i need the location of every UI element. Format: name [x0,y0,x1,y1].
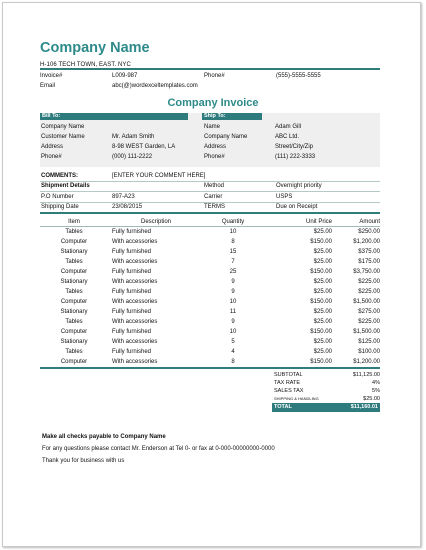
shipment-rule-1 [40,191,380,192]
cell-unit-price: $25.00 [313,279,332,285]
email-value: abc(@)wordexceltemplates.com [112,83,198,89]
cell-amount: $1,500.00 [353,329,380,335]
cell-unit-price: $25.00 [313,259,332,265]
cell-amount: $100.00 [358,349,380,355]
cell-amount: $125.00 [358,339,380,345]
table-row [40,327,380,337]
tax-rate-row [272,379,380,387]
col-item-header: Item [40,218,108,227]
table-row [40,307,380,317]
phone-value: (555)-5555-5555 [276,73,321,79]
cell-amount: $225.00 [358,279,380,285]
terms-label: TERMS [204,204,225,210]
cell-quantity: 10 [229,329,237,335]
cell-item: Computer [60,329,88,335]
cell-unit-price: $25.00 [313,309,332,315]
cell-item: Tables [65,259,83,265]
cell-item: Tables [65,289,83,295]
cell-amount: $250.00 [358,229,380,235]
subtotal-row [272,371,380,379]
items-table [40,218,380,367]
shipment-heading: Shipment Details [41,183,90,189]
ship-phone-label: Phone# [204,154,225,160]
items-top-rule [40,212,380,214]
cell-amount: $175.00 [358,259,380,265]
cell-quantity: 8 [231,359,235,365]
total-value: $11,160.01 [338,403,380,412]
table-row [40,277,380,287]
cell-item: Stationary [60,249,88,255]
total-label: TOTAL [272,403,338,412]
cell-amount: $375.00 [358,249,380,255]
table-row [40,227,380,238]
cell-amount: $225.00 [358,289,380,295]
shipping-date-value: 23/08/2015 [112,204,143,210]
po-value: 897-A23 [112,194,135,200]
table-row [40,287,380,297]
cell-quantity: 7 [231,259,235,265]
questions-note: For any questions please contact Mr. Enderson at Tel 0- or fax at 0-000-00000000-0000 [42,446,275,452]
cell-quantity: 10 [229,299,237,305]
cell-description: With accessories [112,239,158,245]
cell-quantity: 5 [231,339,235,345]
cell-unit-price: $25.00 [313,349,332,355]
cell-amount: $1,200.00 [353,359,380,365]
cell-description: Fully furnished [112,269,152,275]
bill-address-label: Address [41,144,64,150]
cell-unit-price: $25.00 [313,319,332,325]
cell-quantity: 4 [231,349,235,355]
tax-rate-value: 4% [372,380,380,386]
cell-unit-price: $150.00 [310,359,332,365]
carrier-label: Carrier [204,194,223,200]
company-address: H-106 TECH TOWN, EAST. NYC [40,62,131,68]
cell-item: Tables [65,349,83,355]
table-row [40,267,380,277]
bill-phone-label: Phone# [41,154,62,160]
shipping-value: $25.00 [363,396,380,402]
sales-tax-value: 5% [372,388,380,394]
sales-tax-row [272,387,380,395]
invoice-title: Company Invoice [167,97,259,109]
method-value: Overnight priority [276,183,322,189]
ship-to-heading: Ship To: [202,113,262,120]
ship-company-value: ABC Ltd. [275,134,300,140]
cell-description: Fully furnished [112,289,152,295]
cell-unit-price: $150.00 [310,329,332,335]
items-header-row [40,218,380,227]
cell-amount: $3,750.00 [353,269,380,275]
ship-name-value: Adam Gill [275,124,302,130]
cell-description: With accessories [112,299,158,305]
cell-item: Computer [60,299,88,305]
col-amount-header: Amount [332,218,380,227]
email-label: Email [40,83,56,89]
comments-value[interactable]: [ENTER YOUR COMMENT HERE] [112,173,206,179]
terms-value: Due on Receipt [276,204,318,210]
invoice-number-value: L009-987 [112,73,138,79]
items-bottom-rule [40,367,380,369]
invoice-number-label: Invoice# [40,73,63,79]
cell-amount: $1,500.00 [353,299,380,305]
cell-unit-price: $25.00 [313,289,332,295]
bill-address-value: 8-98 WEST Garden, LA [112,144,176,150]
subtotal-value: $11,125.00 [352,372,380,378]
cell-quantity: 15 [229,249,237,255]
ship-phone-value: (111) 222-3333 [275,154,316,160]
cell-description: With accessories [112,319,158,325]
checks-note: Make all checks payable to Company Name [42,434,166,440]
sales-tax-label: SALES TAX [274,388,304,394]
phone-label: Phone# [204,73,225,79]
table-row [40,297,380,307]
ship-company-label: Company Name [204,134,248,140]
shipment-rule-2 [40,202,380,203]
totals-table [272,371,380,412]
method-label: Method [204,183,225,189]
po-label: P.O Number [41,194,74,200]
table-row [40,317,380,327]
cell-item: Stationary [60,339,88,345]
col-description-header: Description [108,218,200,227]
cell-description: With accessories [112,359,158,365]
cell-quantity: 25 [229,269,237,275]
cell-unit-price: $25.00 [313,229,332,235]
table-row [40,257,380,267]
cell-quantity: 9 [231,289,235,295]
cell-amount: $225.00 [358,319,380,325]
cell-description: Fully furnished [112,229,152,235]
cell-amount: $1,200.00 [353,239,380,245]
bill-customer-value: Mr. Adam Smith [112,134,155,140]
table-row [40,357,380,367]
shipping-date-label: Shipping Date [41,204,79,210]
bill-customer-label: Customer Name [41,134,85,140]
subtotal-label: SUBTOTAL [274,372,303,378]
cell-description: Fully furnished [112,349,152,355]
cell-item: Stationary [60,279,88,285]
tax-rate-label: TAX RATE [274,380,301,386]
bill-to-heading: Bill To: [40,113,188,120]
ship-address-label: Address [204,144,227,150]
table-row [40,247,380,257]
cell-item: Computer [60,269,88,275]
bill-phone-value: (000) 111-2222 [112,154,153,160]
cell-quantity: 9 [231,319,235,325]
cell-item: Tables [65,229,83,235]
cell-item: Tables [65,319,83,325]
cell-item: Computer [60,359,88,365]
shipping-row [272,395,380,403]
shipping-label: SHIPPING & HANDLING [274,396,319,401]
col-quantity-header: Quantity [200,218,266,227]
cell-unit-price: $150.00 [310,239,332,245]
cell-description: Fully furnished [112,249,152,255]
cell-item: Computer [60,239,88,245]
cell-description: With accessories [112,339,158,345]
header-rule [40,68,380,70]
table-row [40,347,380,357]
cell-unit-price: $150.00 [310,269,332,275]
comments-label: COMMENTS: [41,173,78,179]
cell-amount: $275.00 [358,309,380,315]
cell-quantity: 9 [231,279,235,285]
cell-description: Fully furnished [112,309,152,315]
table-row [40,337,380,347]
cell-item: Stationary [60,309,88,315]
cell-quantity: 10 [229,229,237,235]
ship-address-value: Street/City/Zip [275,144,314,150]
cell-unit-price: $25.00 [313,249,332,255]
cell-quantity: 11 [229,309,237,315]
ship-name-label: Name [204,124,221,130]
thanks-note: Thank you for business with us [42,458,125,464]
cell-description: Fully furnished [112,329,152,335]
cell-unit-price: $150.00 [310,299,332,305]
col-unit-price-header: Unit Price [266,218,332,227]
company-name: Company Name [40,40,150,56]
table-row [40,237,380,247]
bill-company-label: Company Name [41,124,85,130]
cell-description: With accessories [112,279,158,285]
comments-rule [40,181,380,182]
cell-unit-price: $25.00 [313,339,332,345]
cell-description: With accessories [112,259,158,265]
cell-quantity: 8 [231,239,235,245]
total-row [272,403,380,412]
carrier-value: USPS [276,194,293,200]
